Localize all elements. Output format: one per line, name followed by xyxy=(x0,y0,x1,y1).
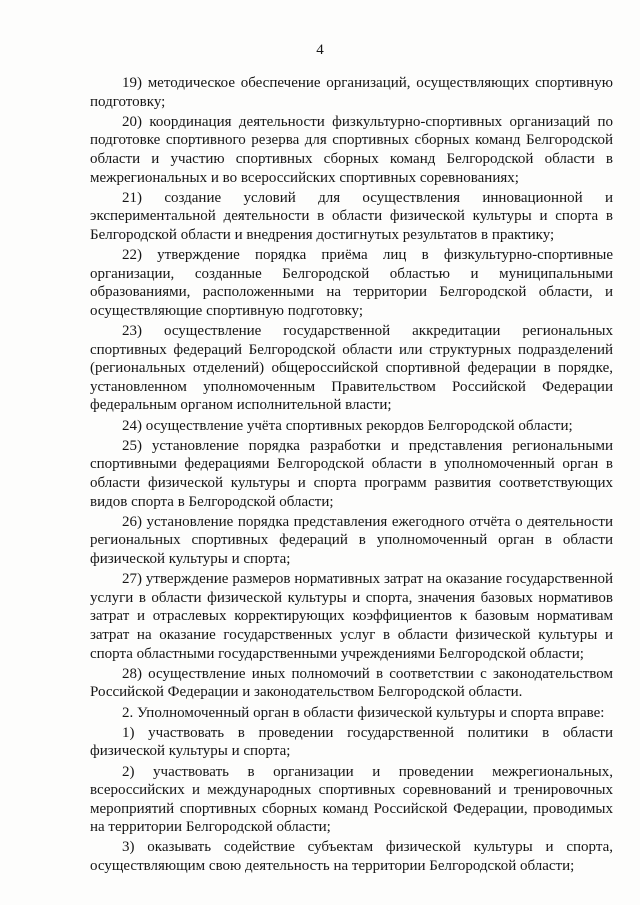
paragraph-item-28: 28) осуществление иных полномочий в соответствии с законодательством Российской Федерации и законодательством Белгородской области. xyxy=(90,665,613,701)
paragraph-item-26: 26) установление порядка представления ежегодного отчёта о деятельности региональных спортивных федераций в уполномоченный орган в области физической культуры и спорта; xyxy=(90,513,613,567)
paragraph-item-27: 27) утверждение размеров нормативных затрат на оказание государственной услуги в области физической культуры и спорта, значения базовых нормативов затрат и отраслевых корректирующих коэффициентов к базовым нормативам затрат на оказание государственных услуг в области физической культуры и спорта областными государственными учреждениями Белгородской области; xyxy=(90,571,613,662)
right-item-3: 3) оказывать содействие субъектам физической культуры и спорта, осуществляющим свою деятельность на территории Белгородской области; xyxy=(90,839,613,875)
right-item-1: 1) участвовать в проведении государственной политики в области физической культуры и спорта; xyxy=(90,724,613,760)
section-2-intro: 2. Уполномоченный орган в области физической культуры и спорта вправе: xyxy=(122,704,605,721)
paragraph-item-21: 21) создание условий для осуществления инновационной и экспериментальной деятельности в области физической культуры и спорта в Белгородской области и внедрения достигнутых результатов в практику; xyxy=(90,189,613,243)
paragraph-item-24: 24) осуществление учёта спортивных рекордов Белгородской области; xyxy=(122,417,573,434)
page-number: 4 xyxy=(316,42,324,58)
paragraph-item-19: 19) методическое обеспечение организаций, осуществляющих спортивную подготовку; xyxy=(90,75,613,110)
paragraph-item-23: 23) осуществление государственной аккредитации региональных спортивных федераций Белгородской области или структурных подразделений (региональных отделений) общероссийской спортивной федерации в порядке, установленном уполномоченным Правительством Российской Федерации федеральным органом исполнительной власти; xyxy=(90,323,613,414)
document-body xyxy=(90,74,613,877)
paragraph-item-22: 22) утверждение порядка приёма лиц в физкультурно-спортивные организации, созданные Белгородской областью и муниципальными образованиями, расположенными на территории Белгородской области, и осуществляющие спортивную подготовку; xyxy=(90,247,613,319)
paragraph-item-20: 20) координация деятельности физкультурно-спортивных организаций по подготовке спортивного резерва для спортивных сборных команд Белгородской области и участию спортивных сборных команд Белгородской области в межрегиональных и во всероссийских спортивных соревнованиях; xyxy=(90,113,613,186)
paragraph-item-25: 25) установление порядка разработки и представления региональными спортивными федерациями Белгородской области в уполномоченный орган в области физической культуры и спорта программ развития соответствующих видов спорта в Белгородской области; xyxy=(90,437,613,510)
right-item-2: 2) участвовать в организации и проведении межрегиональных, всероссийских и международных спортивных соревнований и тренировочных мероприятий спортивных сборных команд Российской Федерации, проводимых на территории Белгородской области; xyxy=(90,763,613,836)
